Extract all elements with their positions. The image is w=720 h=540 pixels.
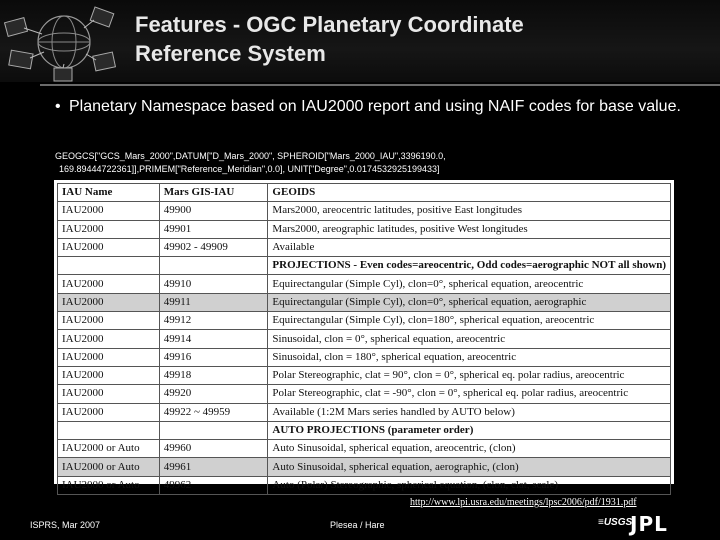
table-cell-c1: IAU2000 or Auto — [58, 458, 160, 476]
table-row — [58, 476, 671, 494]
table-cell-c1: IAU2000 — [58, 366, 160, 384]
table-row — [58, 293, 671, 311]
table-cell-c3: Equirectangular (Simple Cyl), clon=0°, spherical equation, aerographic — [268, 293, 671, 311]
bullet-point — [55, 96, 715, 118]
table-cell-c1: IAU2000 — [58, 348, 160, 366]
geogcs-definition — [55, 150, 705, 176]
usgs-logo: ≡USGS — [598, 517, 633, 528]
table-section-row — [58, 257, 671, 275]
table-cell-c3: PROJECTIONS - Even codes=areocentric, Odd codes=aerographic NOT all shown) — [268, 257, 671, 275]
table-cell-c2: 49918 — [159, 366, 268, 384]
table-row — [58, 366, 671, 384]
table-cell-c3: Available (1:2M Mars series handled by AUTO below) — [268, 403, 671, 421]
bullet-marker: • — [55, 98, 61, 115]
table-row — [58, 348, 671, 366]
table-cell-c2: 49961 — [159, 458, 268, 476]
table-cell-c2: 49910 — [159, 275, 268, 293]
table-cell-c2: 49914 — [159, 330, 268, 348]
table-row — [58, 440, 671, 458]
table-cell-c1: IAU2000 — [58, 330, 160, 348]
table-cell-c3: Mars2000, areocentric latitudes, positive East longitudes — [268, 202, 671, 220]
table-cell-c3: AUTO PROJECTIONS (parameter order) — [268, 421, 671, 439]
table-cell-c3: Available — [268, 238, 671, 256]
table-cell-c3: Equirectangular (Simple Cyl), clon=180°, spherical equation, areocentric — [268, 312, 671, 330]
table-cell-c1: IAU2000 or Auto — [58, 440, 160, 458]
table-row — [58, 385, 671, 403]
table-cell-c1: IAU2000 — [58, 202, 160, 220]
table-cell-c3: Polar Stereographic, clat = 90°, clon = 0°, spherical eq. polar radius, areocentric — [268, 366, 671, 384]
table-cell-c2: Mars GIS-IAU — [159, 184, 268, 202]
table-cell-c2: 49902 - 49909 — [159, 238, 268, 256]
codes-table — [57, 183, 671, 495]
table-cell-c1: IAU2000 — [58, 293, 160, 311]
table-cell-c3: GEOIDS — [268, 184, 671, 202]
table-cell-c3: Sinusoidal, clon = 180°, spherical equation, areocentric — [268, 348, 671, 366]
reference-link[interactable]: http://www.lpi.usra.edu/meetings/lpsc2006/pdf/1931.pdf — [410, 497, 637, 508]
table-cell-c3: Polar Stereographic, clat = -90°, clon = 0°, spherical eq. polar radius, areocentric — [268, 385, 671, 403]
table-cell-c3: Auto Sinusoidal, spherical equation, aerographic, (clon) — [268, 458, 671, 476]
globe-network-logo-icon — [2, 2, 120, 86]
table-cell-c3: Equirectangular (Simple Cyl), clon=0°, spherical equation, areocentric — [268, 275, 671, 293]
table-cell-c2: 49911 — [159, 293, 268, 311]
table-row — [58, 238, 671, 256]
codes-table-image — [54, 180, 674, 491]
slide-title — [135, 10, 695, 68]
table-cell-c1: IAU2000 or Auto — [58, 476, 160, 494]
table-cell-c2: 49960 — [159, 440, 268, 458]
table-cell-c1: IAU2000 — [58, 385, 160, 403]
table-cell-c1: IAU2000 — [58, 275, 160, 293]
bullet-text: Planetary Namespace based on IAU2000 report and using NAIF codes for base value. — [69, 98, 681, 115]
table-section-row — [58, 421, 671, 439]
table-cell-c3: Auto (Polar) Stereographic, spherical equation, (clon, clat, scale) — [268, 476, 671, 494]
footer-event: ISPRS, Mar 2007 — [30, 520, 101, 530]
jpl-logo: JPL — [630, 512, 668, 536]
table-cell-c1 — [58, 421, 160, 439]
table-row — [58, 202, 671, 220]
table-cell-c3: Auto Sinusoidal, spherical equation, areocentric, (clon) — [268, 440, 671, 458]
table-row — [58, 458, 671, 476]
table-cell-c1: IAU Name — [58, 184, 160, 202]
table-cell-c1 — [58, 257, 160, 275]
table-cell-c2: 49962 — [159, 476, 268, 494]
table-row — [58, 275, 671, 293]
table-header-row — [58, 184, 671, 202]
title-divider — [40, 84, 720, 86]
table-cell-c2: 49916 — [159, 348, 268, 366]
table-cell-c1: IAU2000 — [58, 220, 160, 238]
table-cell-c1: IAU2000 — [58, 312, 160, 330]
table-cell-c2: 49920 — [159, 385, 268, 403]
table-cell-c3: Mars2000, areographic latitudes, positive West longitudes — [268, 220, 671, 238]
table-row — [58, 330, 671, 348]
table-row — [58, 220, 671, 238]
table-cell-c1: IAU2000 — [58, 238, 160, 256]
table-row — [58, 403, 671, 421]
slide-title-line2: Reference System — [135, 41, 326, 66]
slide-title-line1: Features - OGC Planetary Coordinate — [135, 12, 524, 37]
table-cell-c2: 49922 ~ 49959 — [159, 403, 268, 421]
table-row — [58, 312, 671, 330]
geogcs-line1: GEOGCS["GCS_Mars_2000",DATUM["D_Mars_2000", SPHEROID["Mars_2000_IAU",3396190.0, — [55, 151, 446, 161]
table-cell-c2: 49901 — [159, 220, 268, 238]
table-cell-c1: IAU2000 — [58, 403, 160, 421]
table-cell-c2 — [159, 421, 268, 439]
table-cell-c2: 49912 — [159, 312, 268, 330]
table-cell-c2 — [159, 257, 268, 275]
footer-authors: Plesea / Hare — [330, 520, 385, 530]
table-cell-c3: Sinusoidal, clon = 0°, spherical equation, areocentric — [268, 330, 671, 348]
geogcs-line2: 169.89444722361]],PRIMEM["Reference_Meridian",0.0], UNIT["Degree",0.0174532925199433] — [59, 164, 440, 174]
table-cell-c2: 49900 — [159, 202, 268, 220]
